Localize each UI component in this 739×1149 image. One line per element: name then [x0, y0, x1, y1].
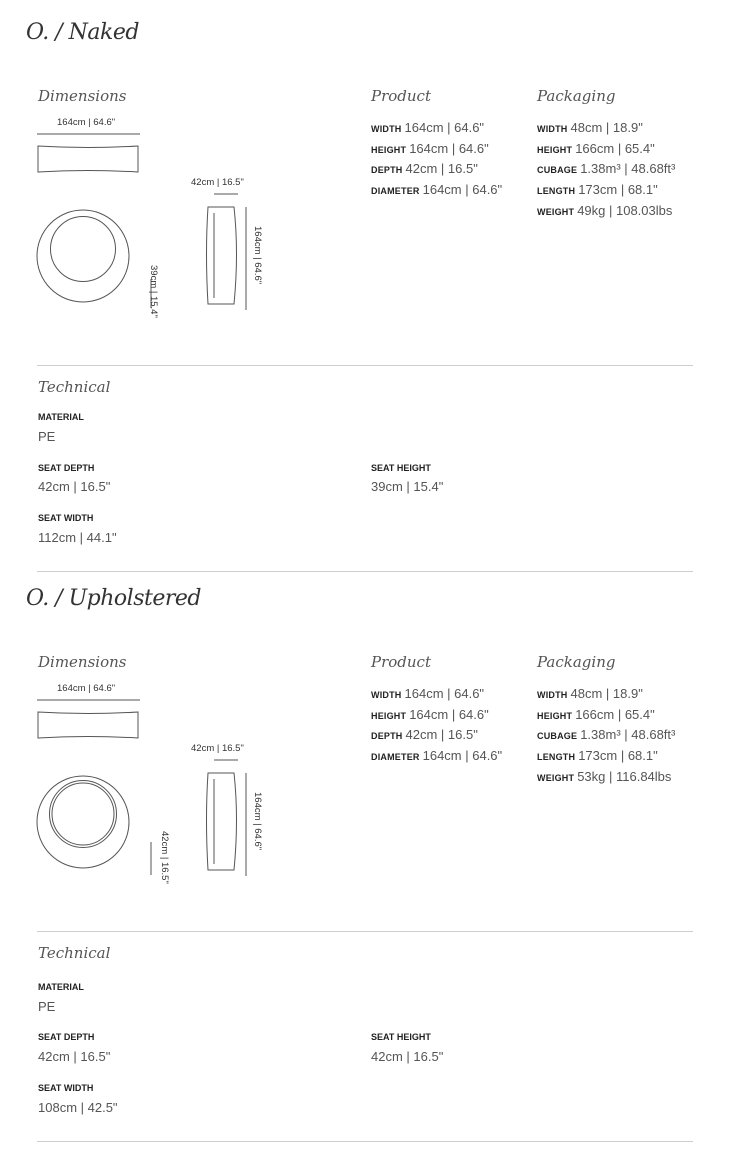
seat-width-value: 108cm | 42.5": [38, 1100, 118, 1115]
seat-depth-label: SEAT DEPTH: [38, 1032, 95, 1042]
technical-heading: Technical: [38, 944, 111, 962]
seat-height-tech-label: SEAT HEIGHT: [371, 1032, 431, 1042]
dimensions-heading: Dimensions: [38, 653, 127, 671]
seat-width-label: SEAT WIDTH: [38, 513, 94, 523]
side-view-drawing: [204, 193, 244, 311]
product-diameter-spec: DIAMETER 164cm | 64.6": [371, 182, 503, 197]
product-heading: Product: [371, 87, 431, 105]
top-width-label: 164cm | 64.6": [57, 117, 116, 128]
divider: [37, 931, 693, 932]
side-height-label: 164cm | 64.6": [252, 226, 263, 285]
side-depth-label: 42cm | 16.5": [191, 743, 244, 754]
seat-height-dimension-line: [149, 842, 153, 876]
product-depth-spec: DEPTH 42cm | 16.5": [371, 727, 478, 742]
technical-heading: Technical: [38, 378, 111, 396]
seat-height-value: 39cm | 15.4": [371, 479, 444, 494]
section-title: O. / Naked: [26, 20, 139, 45]
seat-height-label: 39cm | 15.4": [148, 265, 159, 318]
packaging-height-spec: HEIGHT 166cm | 65.4": [537, 141, 655, 156]
seat-depth-label: SEAT DEPTH: [38, 463, 95, 473]
material-label: MATERIAL: [38, 412, 84, 422]
packaging-cubage-spec: CUBAGE 1.38m³ | 48.68ft³: [537, 161, 676, 176]
packaging-height-spec: HEIGHT 166cm | 65.4": [537, 707, 655, 722]
side-height-dimension-line: [244, 207, 248, 311]
seat-height-value: 42cm | 16.5": [371, 1049, 444, 1064]
top-view-drawing: [36, 133, 142, 175]
product-depth-spec: DEPTH 42cm | 16.5": [371, 161, 478, 176]
packaging-width-spec: WIDTH 48cm | 18.9": [537, 686, 643, 701]
seat-depth-value: 42cm | 16.5": [38, 1049, 111, 1064]
seat-depth-value: 42cm | 16.5": [38, 479, 111, 494]
front-view-drawing: [36, 769, 132, 877]
packaging-weight-spec: WEIGHT 53kg | 116.84lbs: [537, 769, 672, 784]
divider: [37, 1141, 693, 1142]
material-label: MATERIAL: [38, 982, 84, 992]
seat-height-label: 42cm | 16.5": [159, 831, 170, 884]
packaging-length-spec: LENGTH 173cm | 68.1": [537, 748, 658, 763]
front-view-drawing: [36, 203, 132, 311]
product-section-upholstered: [0, 566, 739, 1149]
side-depth-label: 42cm | 16.5": [191, 177, 244, 188]
seat-width-value: 112cm | 44.1": [38, 530, 117, 545]
product-height-spec: HEIGHT 164cm | 64.6": [371, 707, 489, 722]
top-view-drawing: [36, 699, 142, 741]
packaging-heading: Packaging: [537, 653, 616, 671]
dimensions-heading: Dimensions: [38, 87, 127, 105]
packaging-width-spec: WIDTH 48cm | 18.9": [537, 120, 643, 135]
packaging-weight-spec: WEIGHT 49kg | 108.03lbs: [537, 203, 673, 218]
packaging-cubage-spec: CUBAGE 1.38m³ | 48.68ft³: [537, 727, 676, 742]
material-value: PE: [38, 429, 56, 444]
product-width-spec: WIDTH 164cm | 64.6": [371, 120, 485, 135]
side-view-drawing: [204, 759, 244, 877]
divider: [37, 365, 693, 366]
side-height-dimension-line: [244, 773, 248, 877]
top-width-label: 164cm | 64.6": [57, 683, 116, 694]
product-heading: Product: [371, 653, 431, 671]
product-height-spec: HEIGHT 164cm | 64.6": [371, 141, 489, 156]
packaging-length-spec: LENGTH 173cm | 68.1": [537, 182, 658, 197]
seat-height-tech-label: SEAT HEIGHT: [371, 463, 431, 473]
packaging-heading: Packaging: [537, 87, 616, 105]
seat-width-label: SEAT WIDTH: [38, 1083, 94, 1093]
side-height-label: 164cm | 64.6": [252, 792, 263, 851]
product-diameter-spec: DIAMETER 164cm | 64.6": [371, 748, 503, 763]
section-title: O. / Upholstered: [26, 586, 201, 611]
product-width-spec: WIDTH 164cm | 64.6": [371, 686, 485, 701]
material-value: PE: [38, 999, 56, 1014]
